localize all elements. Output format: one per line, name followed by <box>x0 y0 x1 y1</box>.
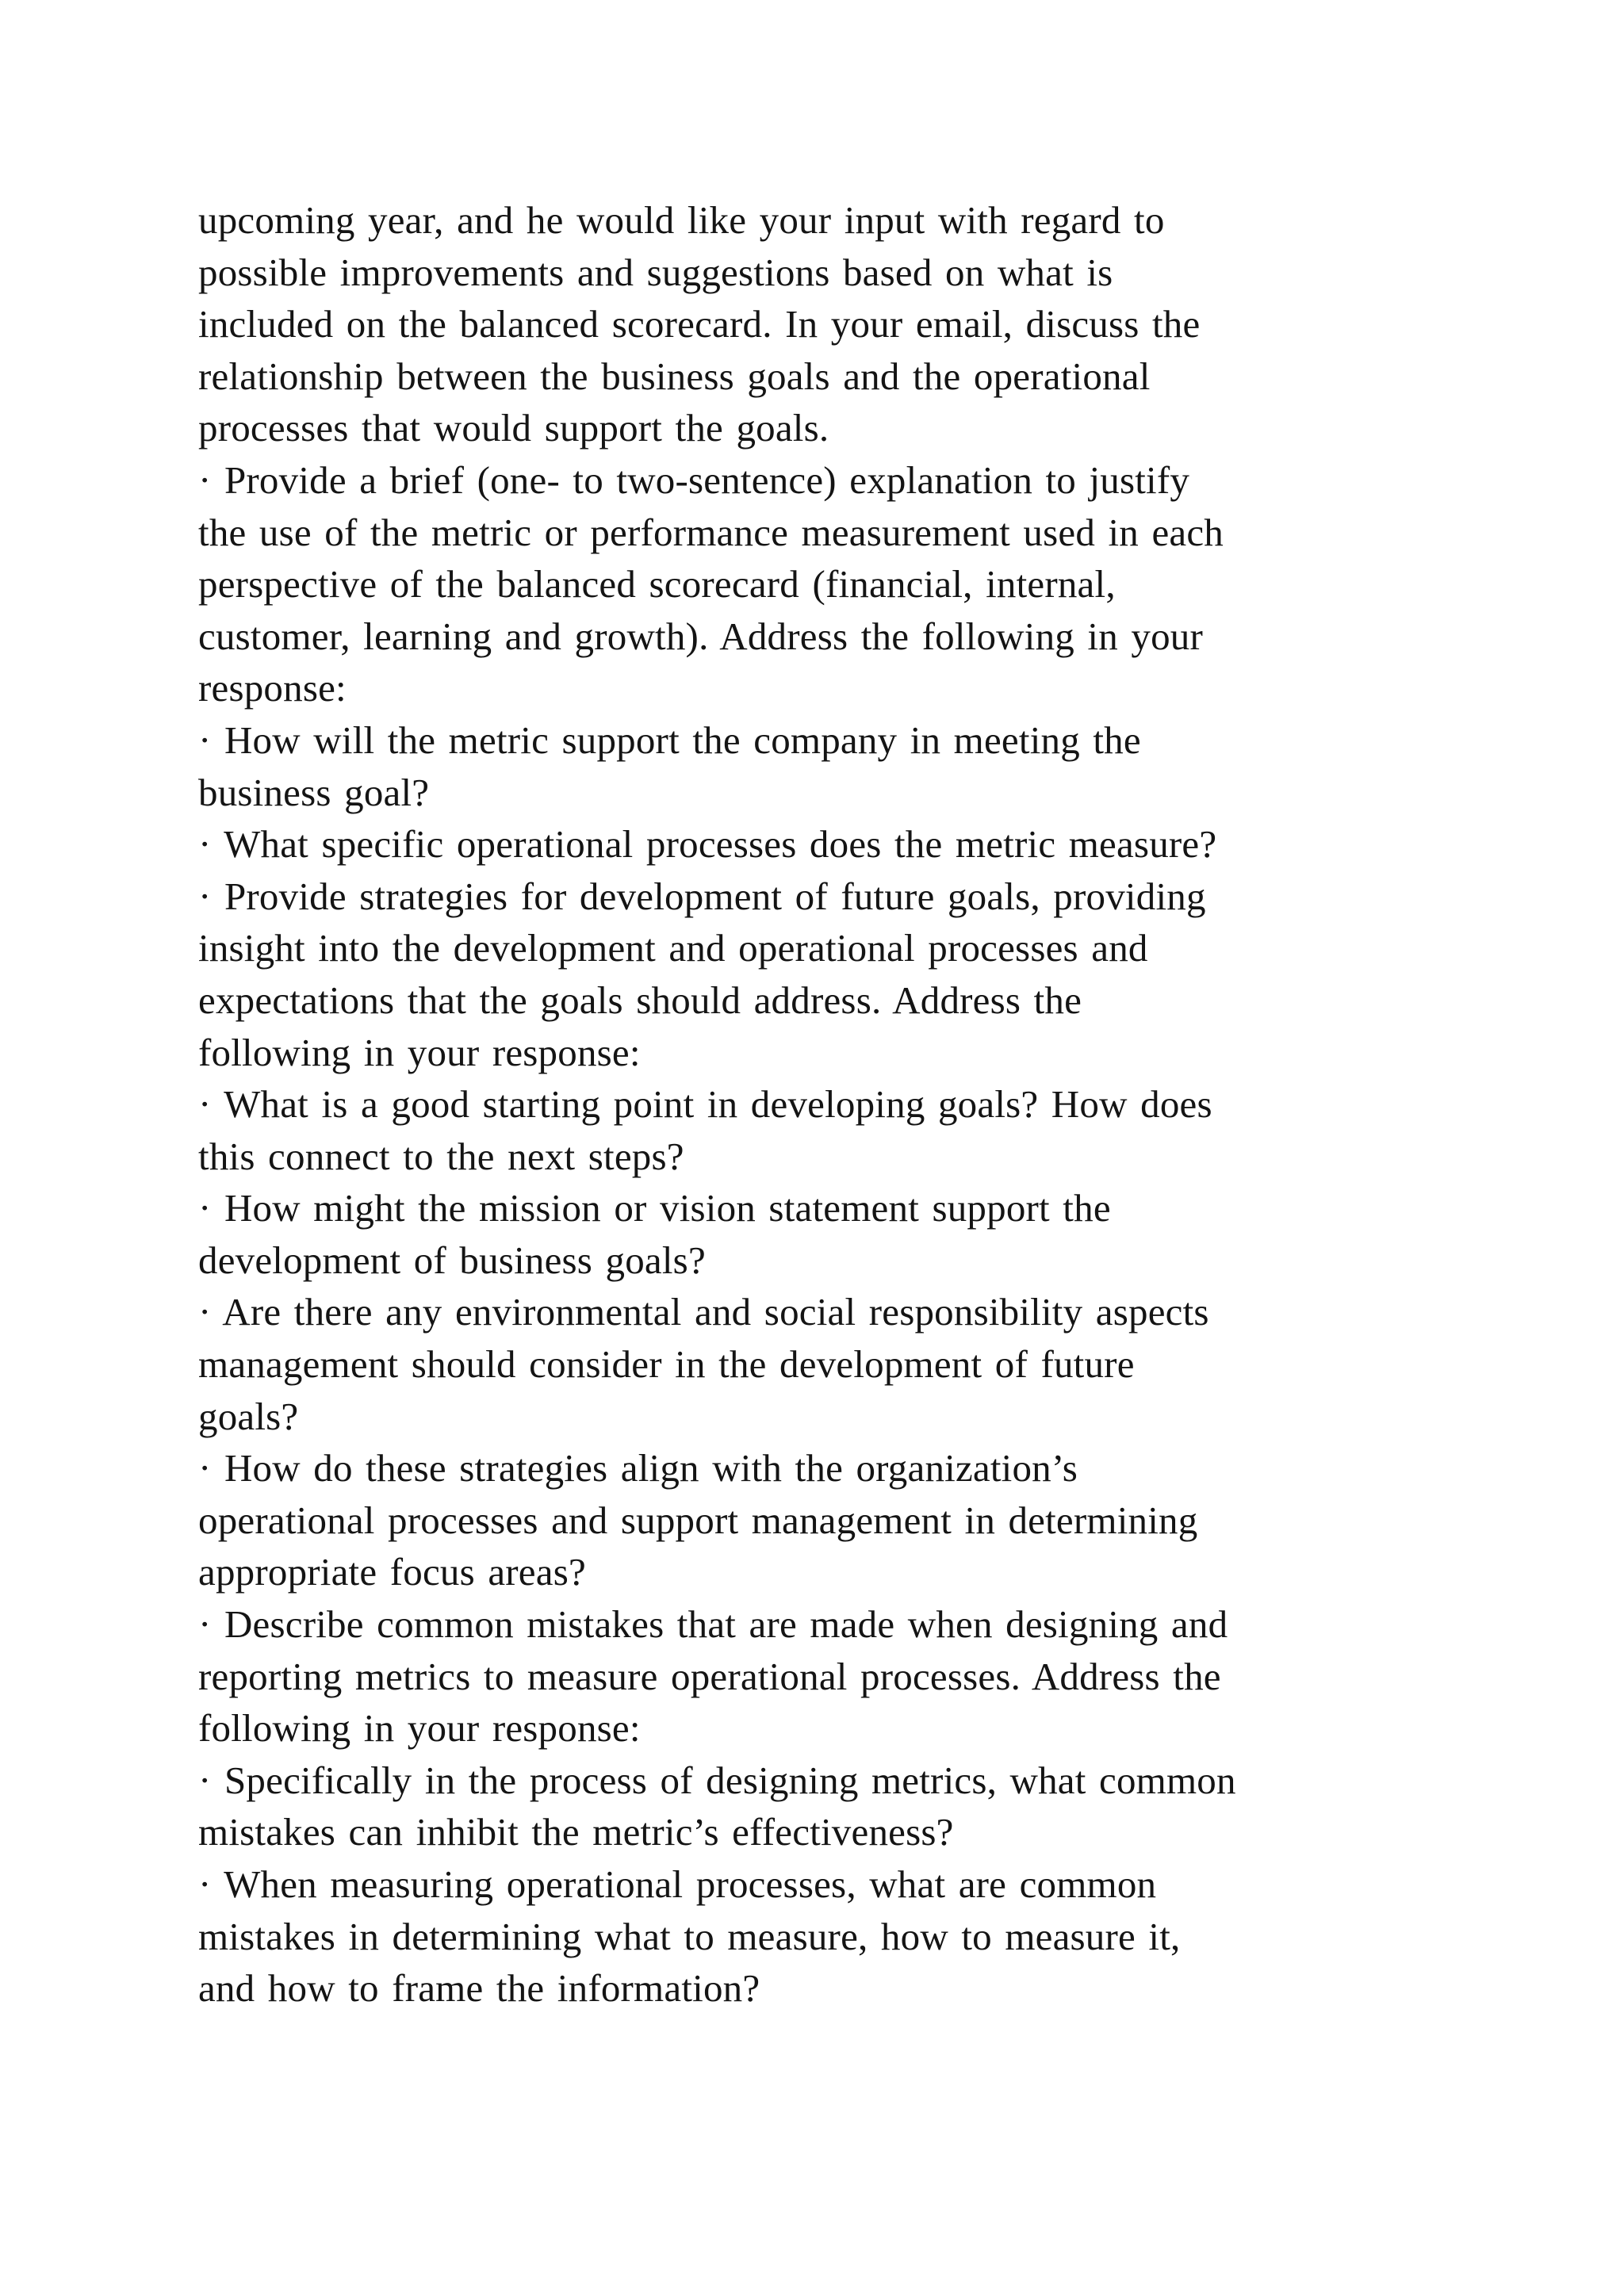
text-line: upcoming year, and he would like your input with regard to <box>198 198 1165 242</box>
text-line: reporting metrics to measure operational processes. Address the <box>198 1654 1221 1698</box>
text-line: management should consider in the development of future <box>198 1342 1135 1387</box>
bullet-line: · How will the metric support the company in meeting the <box>198 718 1141 762</box>
text-line: appropriate focus areas? <box>198 1550 586 1594</box>
text-line: customer, learning and growth). Address the following in your <box>198 614 1203 658</box>
bullet-line: · Provide a brief (one- to two-sentence) explanation to justify <box>198 457 1190 502</box>
text-line: following in your response: <box>198 1030 641 1074</box>
text-line: expectations that the goals should address. Address the <box>198 978 1082 1022</box>
text-line: and how to frame the information? <box>198 1966 760 2011</box>
text-line: possible improvements and suggestions based on what is <box>198 250 1113 294</box>
text-line: this connect to the next steps? <box>198 1134 684 1178</box>
bullet-line: · Describe common mistakes that are made when designing and <box>198 1602 1228 1647</box>
bullet-line: · What is a good starting point in developing goals? How does <box>198 1082 1212 1127</box>
bullet-line: · Provide strategies for development of future goals, providing <box>198 874 1206 918</box>
text-line: business goal? <box>198 770 430 814</box>
text-line: following in your response: <box>198 1706 641 1751</box>
bullet-line: · When measuring operational processes, what are common <box>198 1862 1157 1906</box>
bullet-line: · Are there any environmental and social responsibility aspects <box>198 1290 1209 1334</box>
body-text <box>198 194 1451 2015</box>
text-line: goals? <box>198 1394 299 1438</box>
text-line: response: <box>198 666 347 710</box>
text-line: operational processes and support management in determining <box>198 1498 1198 1542</box>
text-line: included on the balanced scorecard. In your email, discuss the <box>198 302 1201 346</box>
text-line: insight into the development and operational processes and <box>198 926 1148 970</box>
text-line: processes that would support the goals. <box>198 406 829 450</box>
bullet-line: · How might the mission or vision statement support the <box>198 1186 1111 1230</box>
bullet-line: · How do these strategies align with the organization’s <box>198 1446 1078 1490</box>
text-line: development of business goals? <box>198 1238 706 1282</box>
text-line: the use of the metric or performance measurement used in each <box>198 510 1224 554</box>
text-line: mistakes in determining what to measure, how to measure it, <box>198 1914 1181 1958</box>
text-line: relationship between the business goals and the operational <box>198 354 1151 398</box>
text-line: perspective of the balanced scorecard (financial, internal, <box>198 562 1116 607</box>
bullet-line: · What specific operational processes does the metric measure? <box>198 822 1217 867</box>
bullet-line: · Specifically in the process of designing metrics, what common <box>198 1758 1236 1802</box>
text-line: mistakes can inhibit the metric’s effectiveness? <box>198 1810 954 1854</box>
